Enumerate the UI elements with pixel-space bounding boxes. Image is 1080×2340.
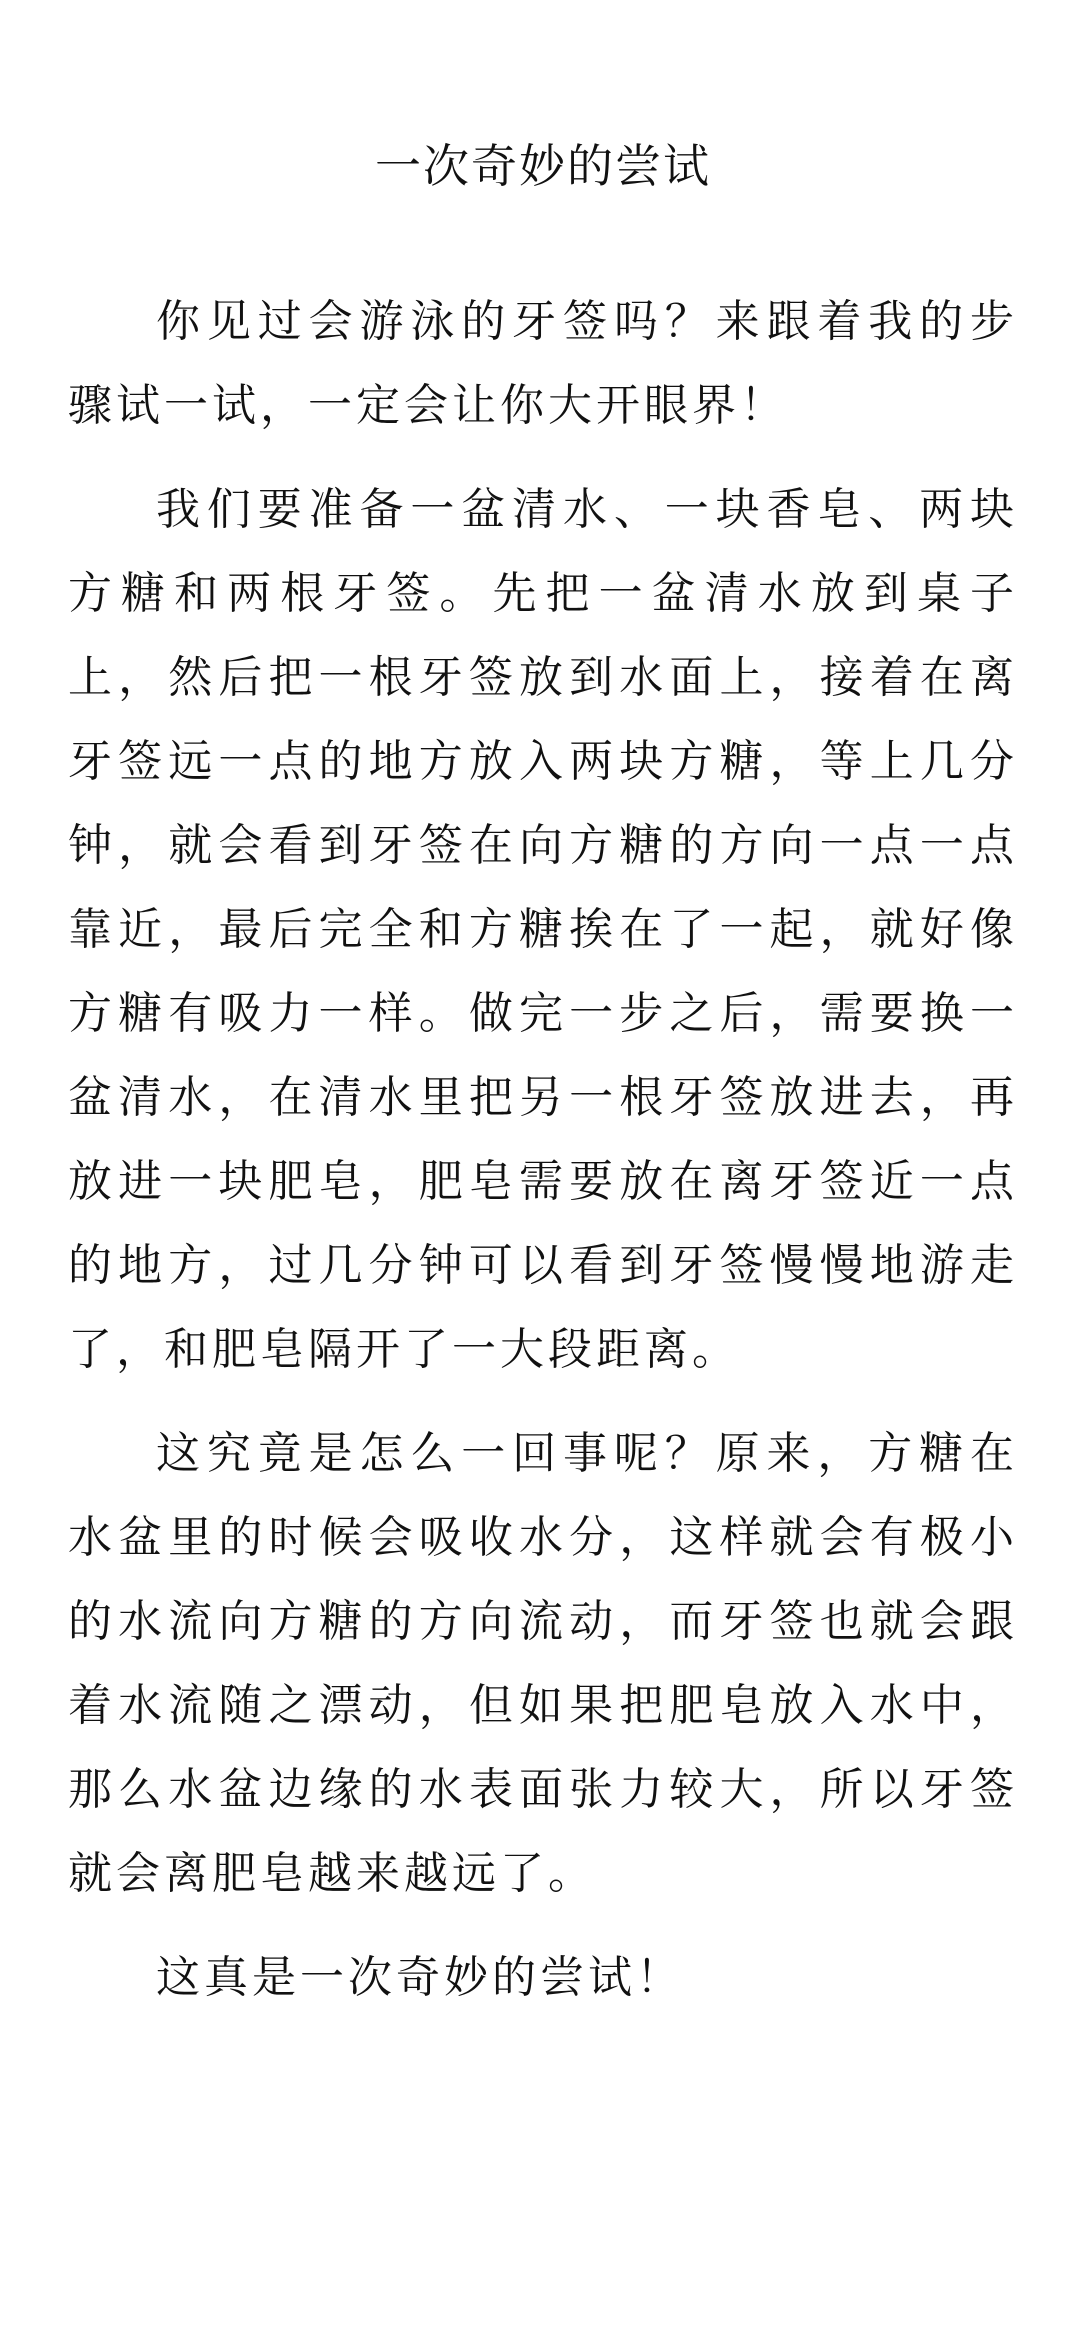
paragraph-explanation: 这究竟是怎么一回事呢？原来，方糖在水盆里的时候会吸收水分，这样就会有极小的水流向方糖的方向流动，而牙签也就会跟着水流随之漂动，但如果把肥皂放入水中，那么水盆边缘的水表面张力较大，所以牙签就会离肥皂越来越远了。 bbox=[68, 1428, 1018, 1899]
paragraph-intro: 你见过会游泳的牙签吗？来跟着我的步骤试一试，一定会让你大开眼界！ bbox=[68, 296, 1018, 431]
document-title: 一次奇妙的尝试 bbox=[375, 139, 711, 193]
document-body bbox=[68, 280, 1018, 2020]
paragraph-experiment-steps: 我们要准备一盆清水、一块香皂、两块方糖和两根牙签。先把一盆清水放到桌子上，然后把一根牙签放到水面上，接着在离牙签远一点的地方放入两块方糖，等上几分钟，就会看到牙签在向方糖的方向一点一点靠近，最后完全和方糖挨在了一起，就好像方糖有吸力一样。做完一步之后，需要换一盆清水，在清水里把另一根牙签放进去，再放进一块肥皂，肥皂需要放在离牙签近一点的地方，过几分钟可以看到牙签慢慢地游走了，和肥皂隔开了一大段距离。 bbox=[68, 484, 1018, 1375]
document-page bbox=[68, 0, 1018, 2040]
paragraph-conclusion: 这真是一次奇妙的尝试！ bbox=[156, 1952, 684, 2003]
